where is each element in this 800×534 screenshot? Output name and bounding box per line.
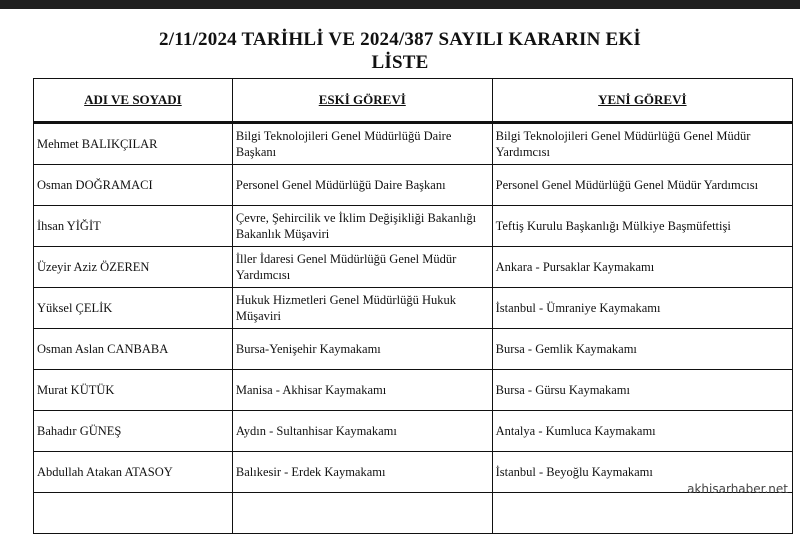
cell-new-duty: İstanbul - Ümraniye Kaymakamı: [492, 288, 792, 329]
cell-old-duty: Manisa - Akhisar Kaymakamı: [232, 370, 492, 411]
title-line-2: LİSTE: [371, 52, 429, 73]
document-title: [0, 28, 800, 74]
table-row: [34, 370, 793, 411]
cell-new-duty: Teftiş Kurulu Başkanlığı Mülkiye Başmüfettişi: [492, 206, 792, 247]
cell-name: Osman DOĞRAMACI: [34, 165, 233, 206]
table-row: [34, 206, 793, 247]
title-line-1: 2/11/2024 TARİHLİ VE 2024/387 SAYILI KARARIN EKİ: [159, 29, 641, 50]
cell-name: Osman Aslan CANBABA: [34, 329, 233, 370]
table-row: [34, 452, 793, 493]
cell-old-duty: İller İdaresi Genel Müdürlüğü Genel Müdür Yardımcısı: [232, 247, 492, 288]
table-header-row: [34, 79, 793, 123]
header-name: ADI VE SOYADI: [34, 79, 233, 123]
cell-old-duty: [232, 493, 492, 534]
table-row: [34, 329, 793, 370]
cell-new-duty: Bilgi Teknolojileri Genel Müdürlüğü Genel Müdür Yardımcısı: [492, 123, 792, 165]
table-row: [34, 493, 793, 534]
cell-name: Mehmet BALIKÇILAR: [34, 123, 233, 165]
cell-new-duty: Bursa - Gürsu Kaymakamı: [492, 370, 792, 411]
cell-old-duty: Hukuk Hizmetleri Genel Müdürlüğü Hukuk Müşaviri: [232, 288, 492, 329]
table-row: [34, 288, 793, 329]
cell-name: Bahadır GÜNEŞ: [34, 411, 233, 452]
cell-old-duty: Bilgi Teknolojileri Genel Müdürlüğü Daire Başkanı: [232, 123, 492, 165]
cell-name: Murat KÜTÜK: [34, 370, 233, 411]
table-row: [34, 165, 793, 206]
cell-name: Yüksel ÇELİK: [34, 288, 233, 329]
appointment-table: [33, 78, 793, 534]
cell-old-duty: Personel Genel Müdürlüğü Daire Başkanı: [232, 165, 492, 206]
cell-name: [34, 493, 233, 534]
cell-new-duty: Antalya - Kumluca Kaymakamı: [492, 411, 792, 452]
cell-new-duty: Bursa - Gemlik Kaymakamı: [492, 329, 792, 370]
cell-old-duty: Balıkesir - Erdek Kaymakamı: [232, 452, 492, 493]
cell-old-duty: Aydın - Sultanhisar Kaymakamı: [232, 411, 492, 452]
cell-new-duty: Personel Genel Müdürlüğü Genel Müdür Yardımcısı: [492, 165, 792, 206]
cell-new-duty: Ankara - Pursaklar Kaymakamı: [492, 247, 792, 288]
header-old-duty: ESKİ GÖREVİ: [232, 79, 492, 123]
cell-new-duty: İstanbul - Beyoğlu Kaymakamı: [492, 452, 792, 493]
cell-old-duty: Bursa-Yenişehir Kaymakamı: [232, 329, 492, 370]
top-border-bar: [0, 0, 800, 9]
table-row: [34, 247, 793, 288]
cell-new-duty: [492, 493, 792, 534]
table-row: [34, 411, 793, 452]
header-new-duty: YENİ GÖREVİ: [492, 79, 792, 123]
table-row: [34, 123, 793, 165]
cell-name: Abdullah Atakan ATASOY: [34, 452, 233, 493]
cell-old-duty: Çevre, Şehircilik ve İklim Değişikliği Bakanlığı Bakanlık Müşaviri: [232, 206, 492, 247]
site-watermark: akhisarhaber.net: [687, 482, 788, 496]
cell-name: Üzeyir Aziz ÖZEREN: [34, 247, 233, 288]
cell-name: İhsan YİĞİT: [34, 206, 233, 247]
